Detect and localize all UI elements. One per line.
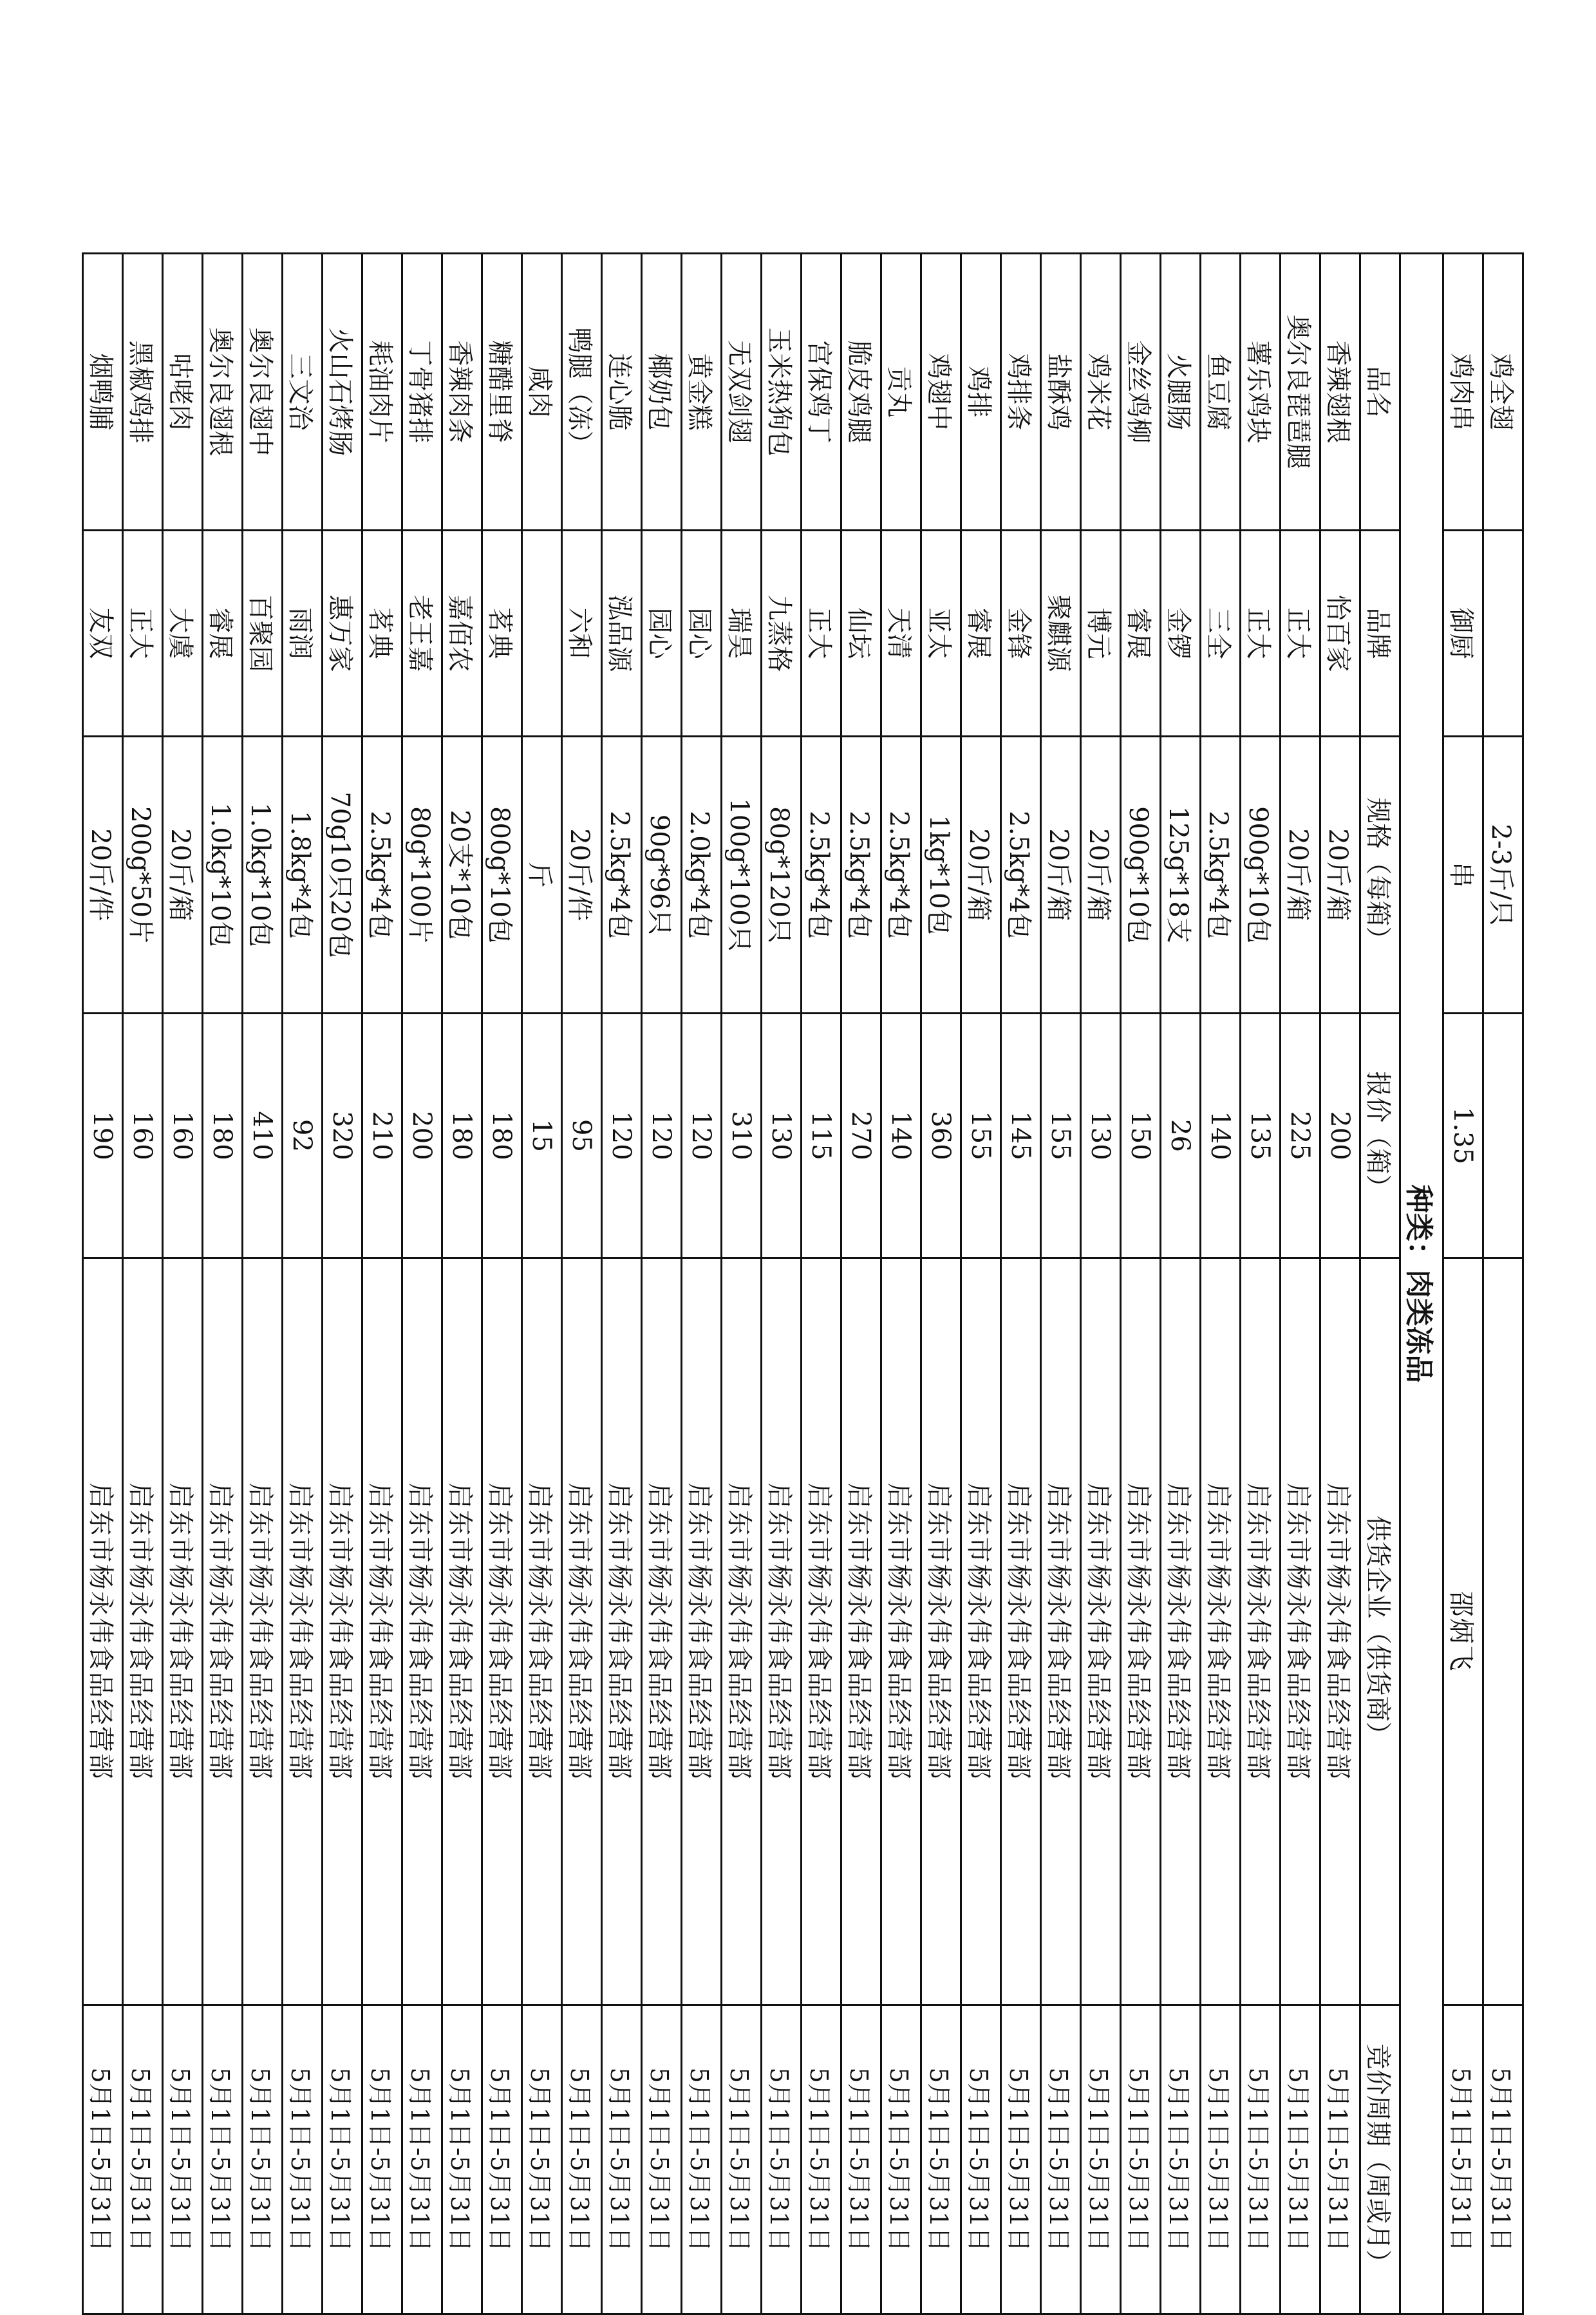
cell-spec: 800g*10包 — [482, 737, 522, 1014]
cell-name: 盐酥鸡 — [1041, 254, 1081, 531]
cell-supplier: 启东市杨永伟食品经营部 — [442, 1258, 482, 2005]
cell-supplier: 启东市杨永伟食品经营部 — [1081, 1258, 1121, 2005]
cell-name: 丁骨猪排 — [402, 254, 442, 531]
cell-supplier: 启东市杨永伟食品经营部 — [562, 1258, 602, 2005]
category-block — [1360, 254, 1443, 2314]
cell-price: 1.35 — [1443, 1014, 1483, 1258]
cell-brand: 仙坛 — [841, 531, 881, 737]
cell-spec: 20斤/箱 — [1041, 737, 1081, 1014]
cell-supplier: 启东市杨永伟食品经营部 — [602, 1258, 642, 2005]
cell-brand: 正大 — [1281, 531, 1320, 737]
table-row — [283, 254, 323, 2314]
cell-supplier: 启东市杨永伟食品经营部 — [1281, 1258, 1320, 2005]
cell-spec: 2.5kg*4包 — [1201, 737, 1241, 1014]
cell-period: 5月1日-5月31日 — [921, 2005, 961, 2314]
cell-spec: 20斤/箱 — [1081, 737, 1121, 1014]
cell-name: 鱼豆腐 — [1201, 254, 1241, 531]
cell-brand: 老王嘉 — [402, 531, 442, 737]
cell-period: 5月1日-5月31日 — [1041, 2005, 1081, 2314]
cell-price: 210 — [362, 1014, 402, 1258]
table-row — [1443, 254, 1483, 2314]
cell-spec: 2.5kg*4包 — [802, 737, 841, 1014]
category-title: 种类：肉类冻品 — [1400, 254, 1443, 2314]
table-row — [362, 254, 402, 2314]
cell-period: 5月1日-5月31日 — [1241, 2005, 1281, 2314]
cell-supplier: 启东市杨永伟食品经营部 — [881, 1258, 921, 2005]
cell-price: 155 — [961, 1014, 1001, 1258]
cell-name: 火腿肠 — [1161, 254, 1201, 531]
cell-price: 140 — [1201, 1014, 1241, 1258]
cell-supplier: 启东市杨永伟食品经营部 — [1041, 1258, 1081, 2005]
cell-period: 5月1日-5月31日 — [1161, 2005, 1201, 2314]
cell-period: 5月1日-5月31日 — [243, 2005, 283, 2314]
cell-supplier: 启东市杨永伟食品经营部 — [1241, 1258, 1281, 2005]
cell-spec: 斤 — [522, 737, 562, 1014]
cell-brand: 正大 — [802, 531, 841, 737]
cell-price: 200 — [1320, 1014, 1360, 1258]
cell-period: 5月1日-5月31日 — [1201, 2005, 1241, 2314]
cell-supplier: 启东市杨永伟食品经营部 — [682, 1258, 722, 2005]
table-row — [1320, 254, 1360, 2314]
cell-supplier: 启东市杨永伟食品经营部 — [722, 1258, 762, 2005]
header-supplier: 供货企业（供货商） — [1360, 1258, 1400, 2005]
cell-price: 120 — [602, 1014, 642, 1258]
cell-name: 宫保鸡丁 — [802, 254, 841, 531]
table-row — [1121, 254, 1161, 2314]
table-row — [722, 254, 762, 2314]
table-row — [1081, 254, 1121, 2314]
table-row — [1281, 254, 1320, 2314]
cell-price: 160 — [123, 1014, 163, 1258]
cell-supplier: 启东市杨永伟食品经营部 — [283, 1258, 323, 2005]
cell-spec: 200g*50片 — [123, 737, 163, 1014]
cell-price: 360 — [921, 1014, 961, 1258]
cell-price: 410 — [243, 1014, 283, 1258]
cell-name: 玉米热狗包 — [762, 254, 802, 531]
category-row — [1400, 254, 1443, 2314]
cell-name: 耗油肉片 — [362, 254, 402, 531]
price-table — [82, 252, 1524, 2315]
cell-price: 92 — [283, 1014, 323, 1258]
cell-brand: 天清 — [881, 531, 921, 737]
cell-spec: 1kg*10包 — [921, 737, 961, 1014]
cell-period: 5月1日-5月31日 — [402, 2005, 442, 2314]
cell-period: 5月1日-5月31日 — [961, 2005, 1001, 2314]
cell-price: 225 — [1281, 1014, 1320, 1258]
cell-spec: 串 — [1443, 737, 1483, 1014]
cell-brand: 金锋 — [1001, 531, 1041, 737]
cell-period: 5月1日-5月31日 — [602, 2005, 642, 2314]
cell-name: 香辣肉条 — [442, 254, 482, 531]
table-row — [961, 254, 1001, 2314]
cell-spec: 1.0kg*10包 — [203, 737, 243, 1014]
table-row — [123, 254, 163, 2314]
cell-brand: 惠万家 — [323, 531, 362, 737]
cell-brand: 茗典 — [362, 531, 402, 737]
cell-period: 5月1日-5月31日 — [562, 2005, 602, 2314]
cell-supplier: 邵炳飞 — [1443, 1258, 1483, 2005]
cell-period: 5月1日-5月31日 — [1281, 2005, 1320, 2314]
cell-spec: 2.5kg*4包 — [602, 737, 642, 1014]
table-row — [83, 254, 123, 2314]
cell-name: 连心脆 — [602, 254, 642, 531]
header-period: 竞价周期（周或月） — [1360, 2005, 1400, 2314]
table-row — [1483, 254, 1523, 2314]
cell-name: 咸肉 — [522, 254, 562, 531]
cell-supplier: 启东市杨永伟食品经营部 — [362, 1258, 402, 2005]
cell-supplier — [1483, 1258, 1523, 2005]
cell-spec: 2.5kg*4包 — [1001, 737, 1041, 1014]
cell-spec: 80g*120只 — [762, 737, 802, 1014]
cell-name: 糖醋里脊 — [482, 254, 522, 531]
cell-name: 金丝鸡柳 — [1121, 254, 1161, 531]
header-row — [1360, 254, 1400, 2314]
cell-name: 鸭腿（冻） — [562, 254, 602, 531]
cell-supplier: 启东市杨永伟食品经营部 — [1121, 1258, 1161, 2005]
cell-spec: 20斤/箱 — [163, 737, 203, 1014]
cell-spec: 1.8kg*4包 — [283, 737, 323, 1014]
cell-spec: 20斤/箱 — [1281, 737, 1320, 1014]
cell-spec: 900g*10包 — [1241, 737, 1281, 1014]
cell-period: 5月1日-5月31日 — [682, 2005, 722, 2314]
cell-price: 95 — [562, 1014, 602, 1258]
cell-supplier: 启东市杨永伟食品经营部 — [203, 1258, 243, 2005]
table-row — [762, 254, 802, 2314]
cell-brand: 金锣 — [1161, 531, 1201, 737]
cell-price: 160 — [163, 1014, 203, 1258]
cell-period: 5月1日-5月31日 — [203, 2005, 243, 2314]
cell-price: 135 — [1241, 1014, 1281, 1258]
table-row — [1001, 254, 1041, 2314]
cell-brand: 雨润 — [283, 531, 323, 737]
cell-spec: 20斤/件 — [83, 737, 123, 1014]
cell-name: 三文治 — [283, 254, 323, 531]
cell-price: 26 — [1161, 1014, 1201, 1258]
cell-name: 薯乐鸡块 — [1241, 254, 1281, 531]
cell-name: 黄金糕 — [682, 254, 722, 531]
cell-spec: 70g10只20包 — [323, 737, 362, 1014]
cell-supplier: 启东市杨永伟食品经营部 — [123, 1258, 163, 2005]
cell-spec: 80g*100片 — [402, 737, 442, 1014]
cell-period: 5月1日-5月31日 — [762, 2005, 802, 2314]
cell-spec: 125g*18支 — [1161, 737, 1201, 1014]
cell-brand: 睿展 — [961, 531, 1001, 737]
cell-price: 320 — [323, 1014, 362, 1258]
cell-price: 270 — [841, 1014, 881, 1258]
cell-supplier: 启东市杨永伟食品经营部 — [762, 1258, 802, 2005]
cell-period: 5月1日-5月31日 — [482, 2005, 522, 2314]
cell-period: 5月1日-5月31日 — [1320, 2005, 1360, 2314]
cell-spec: 2.5kg*4包 — [881, 737, 921, 1014]
cell-name: 脆皮鸡腿 — [841, 254, 881, 531]
cell-name: 火山石烤肠 — [323, 254, 362, 531]
cell-period: 5月1日-5月31日 — [1483, 2005, 1523, 2314]
cell-price: 180 — [203, 1014, 243, 1258]
table-row — [442, 254, 482, 2314]
cell-brand: 博元 — [1081, 531, 1121, 737]
cell-supplier: 启东市杨永伟食品经营部 — [921, 1258, 961, 2005]
cell-name: 鸡米花 — [1081, 254, 1121, 531]
cell-period: 5月1日-5月31日 — [323, 2005, 362, 2314]
cell-name: 烟鸭脯 — [83, 254, 123, 531]
cell-supplier: 启东市杨永伟食品经营部 — [243, 1258, 283, 2005]
cell-supplier: 启东市杨永伟食品经营部 — [802, 1258, 841, 2005]
header-brand: 品牌 — [1360, 531, 1400, 737]
cell-brand — [522, 531, 562, 737]
cell-name: 香辣翅根 — [1320, 254, 1360, 531]
cell-brand: 泓品源 — [602, 531, 642, 737]
cell-brand: 聚麒源 — [1041, 531, 1081, 737]
cell-price: 140 — [881, 1014, 921, 1258]
cell-brand: 九蒸格 — [762, 531, 802, 737]
cell-supplier: 启东市杨永伟食品经营部 — [482, 1258, 522, 2005]
cell-price: 190 — [83, 1014, 123, 1258]
cell-supplier: 启东市杨永伟食品经营部 — [1001, 1258, 1041, 2005]
cell-brand: 园心 — [682, 531, 722, 737]
cell-spec: 1.0kg*10包 — [243, 737, 283, 1014]
table-row — [1241, 254, 1281, 2314]
cell-spec: 20斤/箱 — [1320, 737, 1360, 1014]
table-row — [1161, 254, 1201, 2314]
cell-period: 5月1日-5月31日 — [1443, 2005, 1483, 2314]
table-row — [841, 254, 881, 2314]
cell-supplier: 启东市杨永伟食品经营部 — [522, 1258, 562, 2005]
top-rows — [1443, 254, 1523, 2314]
cell-supplier: 启东市杨永伟食品经营部 — [402, 1258, 442, 2005]
table-row — [881, 254, 921, 2314]
table-row — [602, 254, 642, 2314]
header-spec: 规格（每箱） — [1360, 737, 1400, 1014]
cell-name: 奥尔良琵琶腿 — [1281, 254, 1320, 531]
cell-name: 鸡排 — [961, 254, 1001, 531]
cell-brand: 六和 — [562, 531, 602, 737]
cell-supplier: 启东市杨永伟食品经营部 — [1161, 1258, 1201, 2005]
cell-period: 5月1日-5月31日 — [362, 2005, 402, 2314]
cell-brand: 亚太 — [921, 531, 961, 737]
header-price: 报价（箱） — [1360, 1014, 1400, 1258]
cell-period: 5月1日-5月31日 — [163, 2005, 203, 2314]
cell-brand: 怡百家 — [1320, 531, 1360, 737]
cell-price: 150 — [1121, 1014, 1161, 1258]
cell-name: 鸡翅中 — [921, 254, 961, 531]
cell-price: 130 — [762, 1014, 802, 1258]
table-row — [243, 254, 283, 2314]
cell-price: 115 — [802, 1014, 841, 1258]
cell-period: 5月1日-5月31日 — [283, 2005, 323, 2314]
cell-spec: 900g*10包 — [1121, 737, 1161, 1014]
cell-period: 5月1日-5月31日 — [1081, 2005, 1121, 2314]
cell-brand: 友双 — [83, 531, 123, 737]
cell-brand: 三全 — [1201, 531, 1241, 737]
cell-period: 5月1日-5月31日 — [442, 2005, 482, 2314]
table-row — [921, 254, 961, 2314]
cell-price: 15 — [522, 1014, 562, 1258]
cell-price — [1483, 1014, 1523, 1258]
cell-supplier: 启东市杨永伟食品经营部 — [961, 1258, 1001, 2005]
cell-name: 鸡全翅 — [1483, 254, 1523, 531]
cell-period: 5月1日-5月31日 — [722, 2005, 762, 2314]
table-row — [1041, 254, 1081, 2314]
cell-brand: 百聚园 — [243, 531, 283, 737]
cell-period: 5月1日-5月31日 — [1121, 2005, 1161, 2314]
cell-price: 145 — [1001, 1014, 1041, 1258]
cell-spec: 2.5kg*4包 — [362, 737, 402, 1014]
header-name: 品名 — [1360, 254, 1400, 531]
cell-brand: 茗典 — [482, 531, 522, 737]
cell-brand: 正大 — [1241, 531, 1281, 737]
table-row — [522, 254, 562, 2314]
cell-spec: 90g*96只 — [642, 737, 682, 1014]
cell-spec: 20支*10包 — [442, 737, 482, 1014]
table-row — [482, 254, 522, 2314]
cell-price: 155 — [1041, 1014, 1081, 1258]
cell-brand: 园心 — [642, 531, 682, 737]
table-row — [802, 254, 841, 2314]
cell-name: 鸡排条 — [1001, 254, 1041, 531]
cell-supplier: 启东市杨永伟食品经营部 — [163, 1258, 203, 2005]
cell-period: 5月1日-5月31日 — [83, 2005, 123, 2314]
cell-brand: 睿展 — [1121, 531, 1161, 737]
table-row — [682, 254, 722, 2314]
cell-price: 310 — [722, 1014, 762, 1258]
cell-spec: 20斤/箱 — [961, 737, 1001, 1014]
cell-name: 奥尔良翅根 — [203, 254, 243, 531]
cell-price: 120 — [642, 1014, 682, 1258]
table-row — [323, 254, 362, 2314]
cell-period: 5月1日-5月31日 — [642, 2005, 682, 2314]
table-row — [1201, 254, 1241, 2314]
cell-name: 椰奶包 — [642, 254, 682, 531]
product-rows — [83, 254, 1360, 2314]
cell-spec: 2-3斤/只 — [1483, 737, 1523, 1014]
table-row — [163, 254, 203, 2314]
cell-period: 5月1日-5月31日 — [522, 2005, 562, 2314]
cell-brand: 瑞昊 — [722, 531, 762, 737]
cell-supplier: 启东市杨永伟食品经营部 — [642, 1258, 682, 2005]
cell-supplier: 启东市杨永伟食品经营部 — [1201, 1258, 1241, 2005]
cell-name: 奥尔良翅中 — [243, 254, 283, 531]
cell-spec: 2.0kg*4包 — [682, 737, 722, 1014]
cell-period: 5月1日-5月31日 — [123, 2005, 163, 2314]
cell-brand: 大虞 — [163, 531, 203, 737]
cell-spec: 2.5kg*4包 — [841, 737, 881, 1014]
cell-price: 180 — [482, 1014, 522, 1258]
cell-brand: 御厨 — [1443, 531, 1483, 737]
cell-price: 120 — [682, 1014, 722, 1258]
cell-brand: 嘉佰农 — [442, 531, 482, 737]
cell-period: 5月1日-5月31日 — [802, 2005, 841, 2314]
cell-supplier: 启东市杨永伟食品经营部 — [1320, 1258, 1360, 2005]
cell-brand: 睿展 — [203, 531, 243, 737]
cell-brand: 正大 — [123, 531, 163, 737]
cell-name: 贡丸 — [881, 254, 921, 531]
cell-name: 鸡肉串 — [1443, 254, 1483, 531]
cell-supplier: 启东市杨永伟食品经营部 — [83, 1258, 123, 2005]
cell-spec: 20斤/件 — [562, 737, 602, 1014]
cell-name: 咕咾肉 — [163, 254, 203, 531]
cell-spec: 100g*100只 — [722, 737, 762, 1014]
table-row — [203, 254, 243, 2314]
cell-price: 130 — [1081, 1014, 1121, 1258]
cell-brand — [1483, 531, 1523, 737]
cell-period: 5月1日-5月31日 — [1001, 2005, 1041, 2314]
price-sheet — [55, 252, 1524, 2313]
table-row — [562, 254, 602, 2314]
cell-supplier: 启东市杨永伟食品经营部 — [323, 1258, 362, 2005]
cell-name: 无双剑翅 — [722, 254, 762, 531]
cell-period: 5月1日-5月31日 — [881, 2005, 921, 2314]
table-row — [402, 254, 442, 2314]
cell-price: 200 — [402, 1014, 442, 1258]
cell-name: 黑椒鸡排 — [123, 254, 163, 531]
cell-supplier: 启东市杨永伟食品经营部 — [841, 1258, 881, 2005]
cell-price: 180 — [442, 1014, 482, 1258]
table-row — [642, 254, 682, 2314]
cell-period: 5月1日-5月31日 — [841, 2005, 881, 2314]
